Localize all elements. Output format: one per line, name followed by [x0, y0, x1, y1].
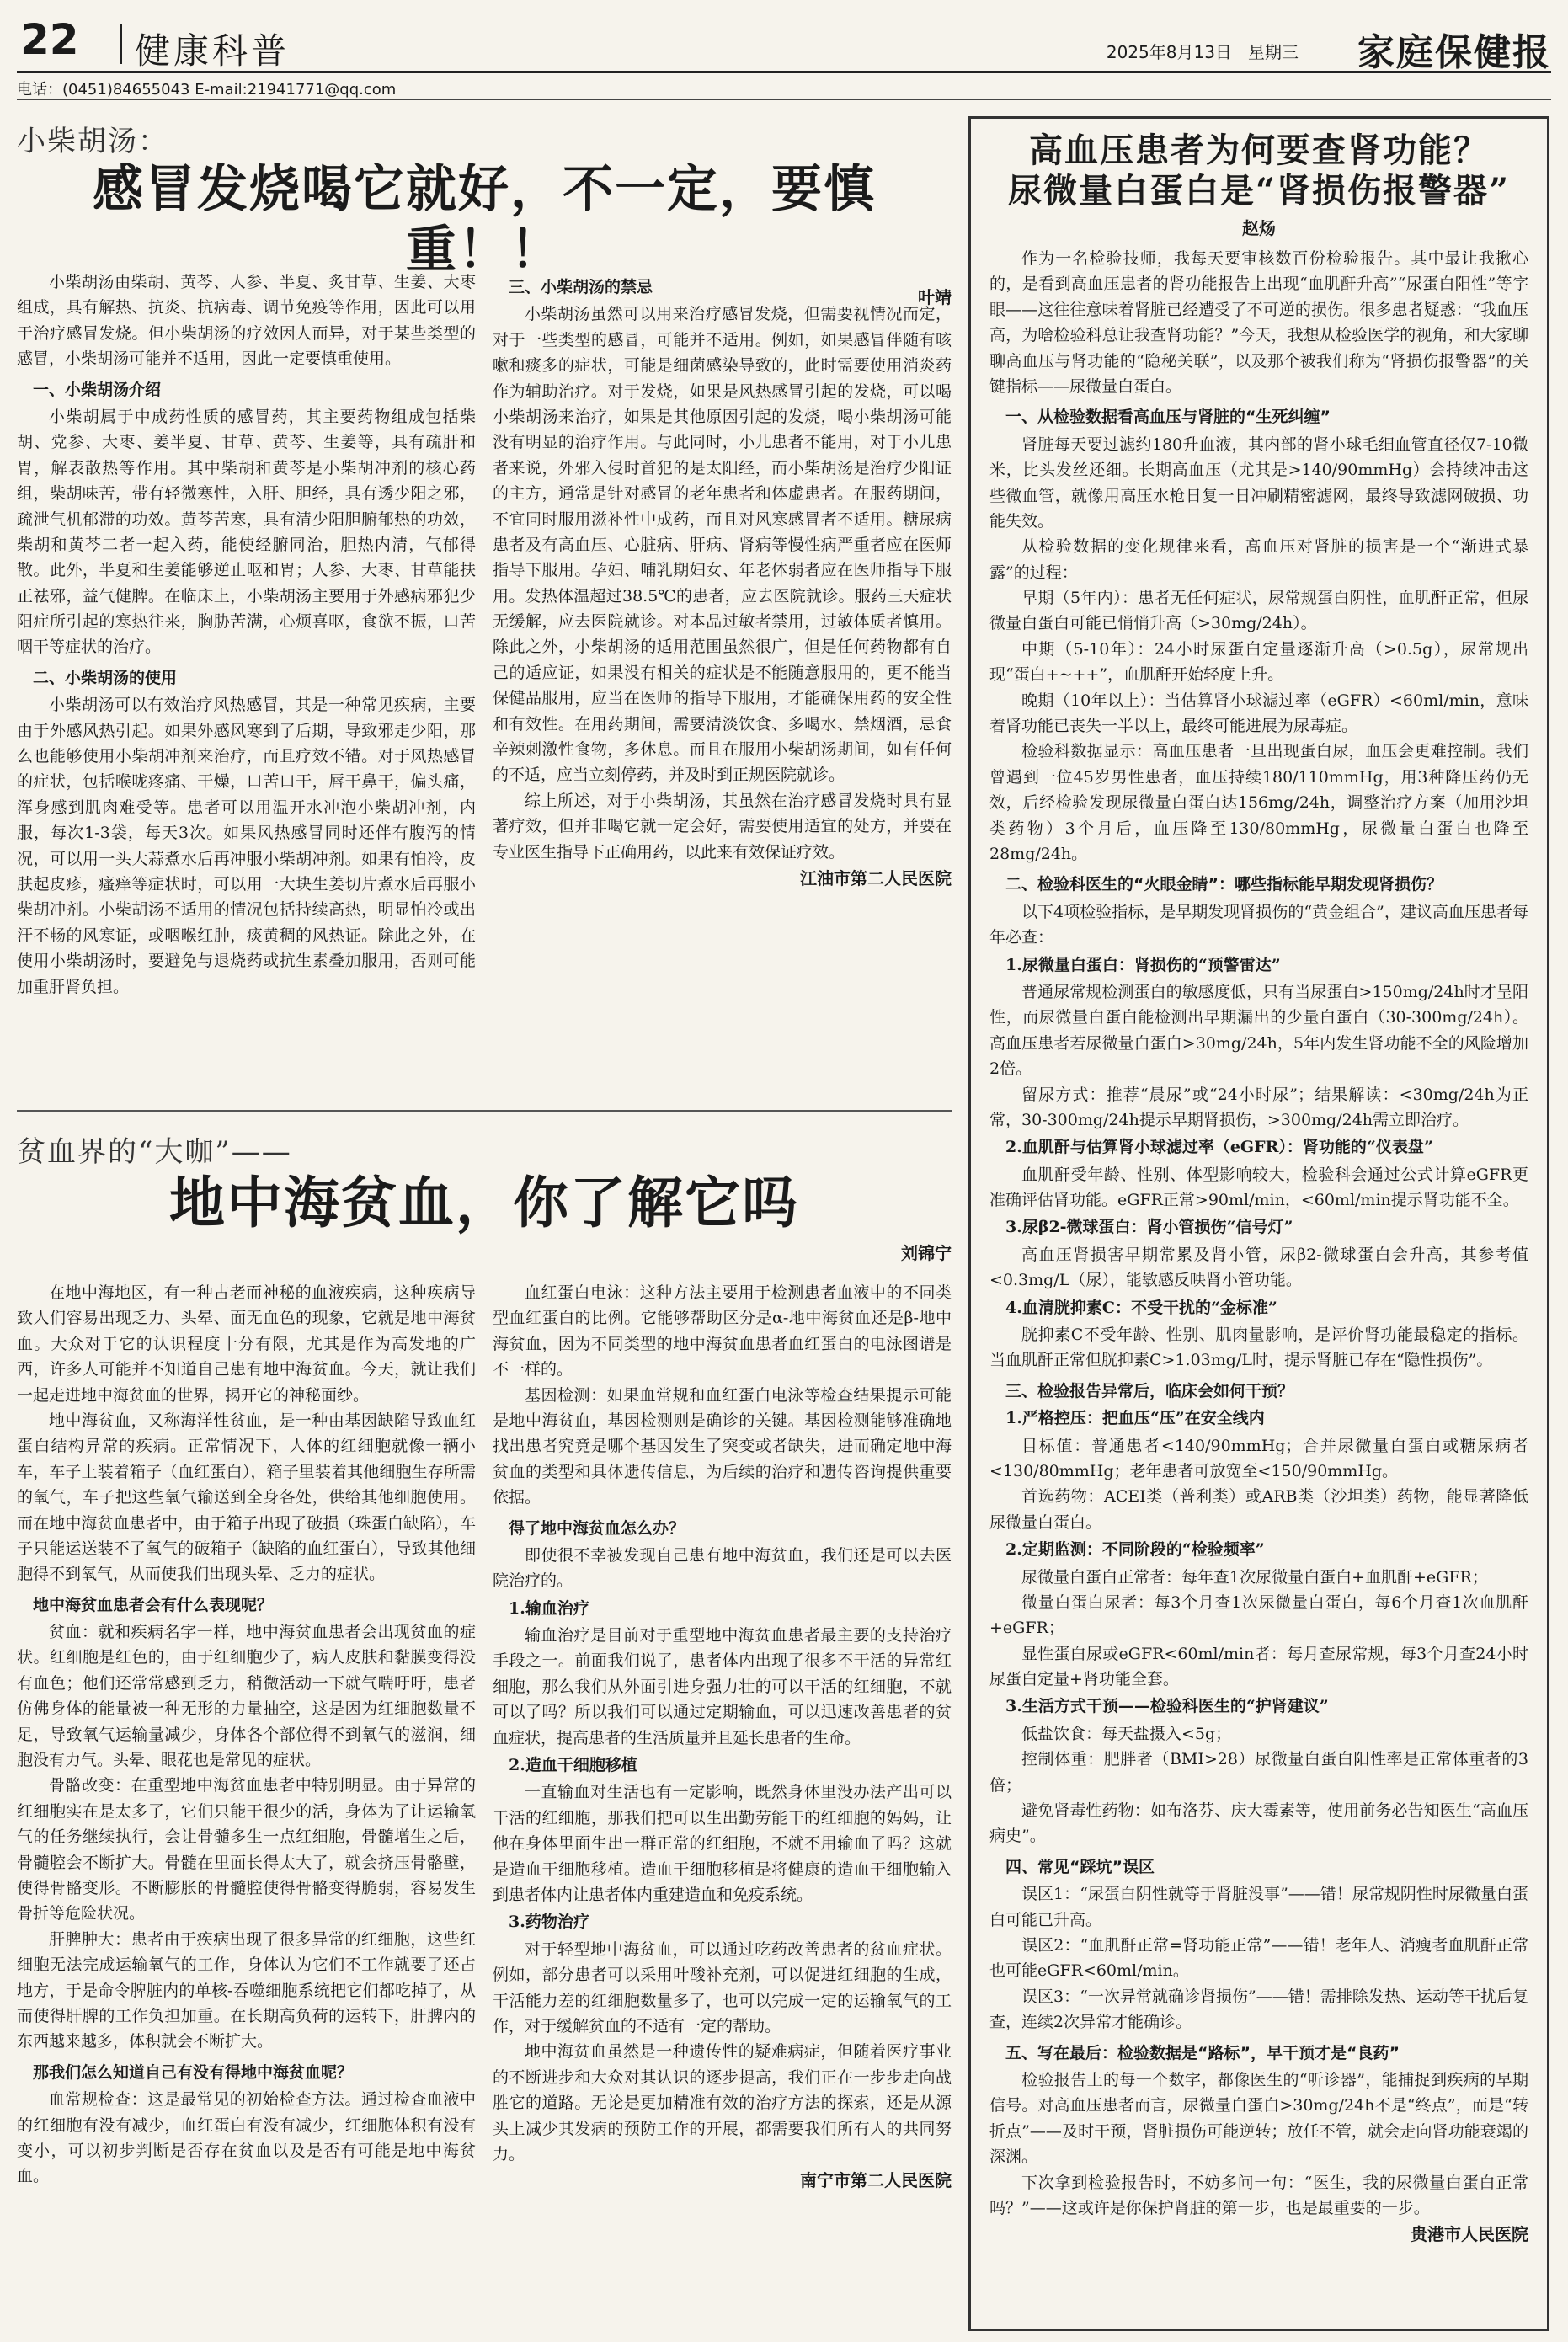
article1-col-right	[493, 269, 952, 1095]
article2-sub-3: 3.药物治疗	[509, 1913, 589, 1932]
article3-sub-5: 1.严格控压：把血压“压”在安全线内	[1005, 1409, 1265, 1428]
article3-para-18: 显性蛋白尿或eGFR<60ml/min者：每月查尿常规，每3个月查24小时尿蛋白定量+肾功能全套。	[989, 1644, 1528, 1689]
article2-para-3: 贫血：就和疾病名字一样，地中海贫血患者会出现贫血的症状。红细胞是红色的，由于红细胞少了，病人皮肤和黏膜变得没有血色；他们还常常感到乏力，稍微活动一下就气喘吁吁，患者仿佛身体的能量被一种无形的力量抽空，这是因为红细胞数量不足，导致氧气运输量减少，身体各个部位得不到氧气的滋润，细胞没有力气。头晕、眼花也是常见的症状。	[17, 1623, 476, 1770]
article2-para-5: 肝脾肿大：患者由于疾病出现了很多异常的红细胞，这些红细胞无法完成运输氧气的工作，身体认为它们不工作就要了还占地方，于是命令脾脏内的单核-吞噬细胞系统把它们都吃掉了，从而使得肝脾的工作负担加重。在长期高负荷的运转下，肝脾内的东西越来越多，体积就会不断扩大。	[17, 1929, 476, 2051]
article1-para-4: 综上所述，对于小柴胡汤，其虽然在治疗感冒发烧时具有显著疗效，但并非喝它就一定会好，需要使用适宜的处方，并要在专业医生指导下正确用药，以此来有效保证疗效。	[493, 791, 952, 862]
article3-para-9: 普通尿常规检测蛋白的敏感度低，只有当尿蛋白>150mg/24h时才呈阳性，而尿微量白蛋白能检测出早期漏出的少量白蛋白（30-300mg/24h）。高血压患者若尿微量白蛋白>30mg/24h，5年内发生肾功能不全的风险增加2倍。	[989, 982, 1528, 1079]
masthead-divider	[120, 24, 122, 64]
article3-para-3: 从检验数据的变化规律来看，高血压对肾脏的损害是一个“渐进式暴露”的过程：	[989, 537, 1528, 582]
article3-para-11: 血肌酐受年龄、性别、体型影响较大，检验科会通过公式计算eGFR更准确评估肾功能。eGFR正常>90ml/min，<60ml/min提示肾功能不全。	[989, 1165, 1528, 1210]
page-number: 22	[20, 15, 79, 64]
article-divider	[17, 1110, 952, 1112]
article3-para-26: 下次拿到检验报告时，不妨多问一句：“医生，我的尿微量白蛋白正常吗？”——这或许是你保护肾脏的第一步，也是最重要的一步。	[989, 2173, 1528, 2217]
article3-para-22: 误区1：“尿蛋白阴性就等于肾脏没事”——错！尿常规阴性时尿微量白蛋白可能已升高。	[989, 1885, 1528, 1929]
article2-para-7: 血红蛋白电泳：这种方法主要用于检测患者血液中的不同类型血红蛋白的比例。它能够帮助区分是α-地中海贫血还是β-地中海贫血，因为不同类型的地中海贫血患者血红蛋白的电泳图谱是不一样的。	[493, 1283, 952, 1379]
paper-name: 家庭保健报	[1357, 31, 1551, 74]
article2-heading-3: 得了地中海贫血怎么办？	[509, 1518, 685, 1538]
article3-para-10: 留尿方式：推荐“晨尿”或“24小时尿”；结果解读：<30mg/24h为正常，30-300mg/24h提示早期肾损伤，>300mg/24h需立即治疗。	[989, 1085, 1528, 1129]
article3-sub-7: 3.生活方式干预——检验科医生的“护肾建议”	[1005, 1697, 1329, 1716]
article3-para-25: 检验报告上的每一个数字，都像医生的“听诊器”，能捕捉到疾病的早期信号。对高血压患者而言，尿微量白蛋白>30mg/24h不是“终点”，而是“转折点”——及时干预，肾脏损伤可能逆转；放任不管，就会走向肾功能衰竭的深渊。	[989, 2070, 1528, 2167]
article3-para-15: 首选药物：ACEI类（普利类）或ARB类（沙坦类）药物，能显著降低尿微量白蛋白。	[989, 1487, 1528, 1532]
article3-heading-4: 四、常见“踩坑”误区	[1005, 1857, 1155, 1876]
article3-para-13: 胱抑素C不受年龄、性别、肌肉量影响，是评价肾功能最稳定的指标。当血肌酐正常但胱抑素C>1.03mg/L时，提示肾脏已存在“隐性损伤”。	[989, 1326, 1528, 1370]
article-kidney-box	[968, 116, 1549, 2331]
article3-headline-1: 高血压患者为何要查肾功能？	[1029, 131, 1489, 170]
article3-sub-3: 3.尿β2-微球蛋白：肾小管损伤“信号灯”	[1005, 1218, 1293, 1237]
article3-para-2: 肾脏每天要过滤约180升血液，其内部的肾小球毛细血管直径仅7-10微米，比头发丝还细。长期高血压（尤其是>140/90mmHg）会持续冲击这些微血管，就像用高压水枪日复一日冲刷精密滤网，最终导致滤网破损、功能失效。	[989, 435, 1528, 531]
article1-byline: 叶靖	[918, 287, 952, 307]
article1-body	[17, 269, 952, 1095]
article2-para-9: 即使很不幸被发现自己患有地中海贫血，我们还是可以去医院治疗的。	[493, 1545, 952, 1591]
article3-heading-2: 二、检验科医生的“火眼金睛”：哪些指标能早期发现肾损伤？	[1005, 875, 1443, 894]
article1-heading-3: 三、小柴胡汤的禁忌	[509, 278, 653, 296]
article1-kicker: 小柴胡汤：	[17, 125, 168, 158]
article3-para-20: 控制体重：肥胖者（BMI>28）尿微量白蛋白阳性率是正常体重者的3倍；	[989, 1750, 1528, 1795]
article1-para-2: 小柴胡汤可以有效治疗风热感冒，其是一种常见疾病，主要由于外感风热引起。如果外感风寒到了后期，导致邪走少阳，那么也能够使用小柴胡冲剂来治疗，而且疗效不错。对于风热感冒的症状，包括喉咙疼痛、干燥，口苦口干，唇干鼻干，偏头痛，浑身感到肌肉难受等。患者可以用温开水冲泡小柴胡冲剂，内服，每次1-3袋，每天3次。如果风热感冒同时还伴有腹泻的情况，可以用一头大蒜煮水后再冲服小柴胡冲剂。如果有怕冷，皮肤起皮疹，瘙痒等症状时，可以用一大块生姜切片煮水后再服小柴胡冲剂。小柴胡汤不适用的情况包括持续高热，明显怕冷或出汗不畅的风寒证，或咽喉红肿，痰黄稠的风热证。除此之外，在使用小柴胡汤时，要避免与退烧药或抗生素叠加服用，否则可能加重肝肾负担。	[17, 696, 476, 996]
article2-para-11: 一直输血对生活也有一定影响，既然身体里没办法产出可以干活的红细胞，那我们把可以生出勤劳能干的红细胞的妈妈，让他在身体里面生出一群正常的红细胞，不就不用输血了吗？这就是造血干细胞移植。造血干细胞移植是将健康的造血干细胞输入到患者体内让患者体内重建造血和免疫系统。	[493, 1783, 952, 1904]
section-title: 健康科普	[135, 30, 291, 72]
contact-line: 电话：(0451)84655043 E-mail:21941771@qq.com	[17, 81, 397, 99]
article3-para-7: 检验科数据显示：高血压患者一旦出现蛋白尿，血压会更难控制。我们曾遇到一位45岁男性患者，血压持续180/110mmHg，用3种降压药仍无效，后经检验发现尿微量白蛋白达156mg/24h，调整治疗方案（加用沙坦类药物）3个月后，血压降至130/80mmHg，尿微量白蛋白也降至28mg/24h。	[989, 742, 1528, 863]
article1-intro: 小柴胡汤由柴胡、黄芩、人参、半夏、炙甘草、生姜、大枣组成，具有解热、抗炎、抗病毒、调节免疫等作用，因此可以用于治疗感冒发烧。但小柴胡汤的疗效因人而异，对于某些类型的感冒，小柴胡汤可能并不适用，因此一定要慎重使用。	[17, 273, 476, 369]
article2-heading-1: 地中海贫血患者会有什么表现呢？	[33, 1595, 274, 1614]
article-thalassemia	[17, 1128, 952, 1264]
article3-para-4: 早期（5年内）：患者无任何症状，尿常规蛋白阴性，血肌酐正常，但尿微量白蛋白可能已悄悄升高（>30mg/24h）。	[989, 589, 1528, 633]
article3-headline-2: 尿微量白蛋白是“肾损伤报警器”	[1007, 171, 1510, 211]
article2-headline: 地中海贫血，你了解它吗	[169, 1170, 799, 1235]
article3-para-17: 微量白蛋白尿者：每3个月查1次尿微量白蛋白，每6个月查1次血肌酐+eGFR；	[989, 1592, 1528, 1638]
article2-para-6: 血常规检查：这是最常见的初始检查方法。通过检查血液中的红细胞有没有减少，血红蛋白有没有减少，红细胞体积有没有变小，可以初步判断是否存在贫血以及是否有可能是地中海贫血。	[17, 2090, 476, 2186]
article1-source: 江油市第二人民医院	[800, 867, 952, 888]
masthead	[17, 12, 1551, 73]
article3-heading-3: 三、检验报告异常后，临床会如何干预？	[1005, 1381, 1294, 1400]
contact-rule	[17, 99, 1551, 100]
weekday: 星期三	[1248, 42, 1299, 62]
article1-headline: 感冒发烧喝它就好，不一定，要慎重！！	[93, 160, 876, 280]
article3-sub-2: 2.血肌酐与估算肾小球滤过率（eGFR）：肾功能的“仪表盘”	[1005, 1138, 1433, 1157]
article2-para-10: 输血治疗是目前对于重型地中海贫血患者最主要的支持治疗手段之一。前面我们说了，患者体内出现了很多不干活的异常红细胞，那么我们从外面引进身强力壮的可以干活的红细胞，不就可以了吗？所以我们可以通过定期输血，可以迅速改善患者的贫血症状，提高患者的生活质量并且延长患者的生命。	[493, 1626, 952, 1747]
article2-heading-2: 那我们怎么知道自己有没有得地中海贫血呢？	[33, 2062, 354, 2082]
article3-byline: 赵炀	[1242, 218, 1276, 238]
article1-heading-1: 一、小柴胡汤介绍	[33, 380, 162, 399]
article2-kicker: 贫血界的“大咖”——	[17, 1135, 292, 1169]
article3-para-21: 避免肾毒性药物：如布洛芬、庆大霉素等，使用前务必告知医生“高血压病史”。	[989, 1801, 1528, 1846]
article2-para-8: 基因检测：如果血常规和血红蛋白电泳等检查结果提示可能是地中海贫血，基因检测则是确诊的关键。基因检测能够准确地找出患者究竟是哪个基因发生了突变或者缺失，进而确定地中海贫血的类型和具体遗传信息，为后续的治疗和遗传咨询提供重要依据。	[493, 1385, 952, 1507]
article3-para-5: 中期（5-10年）：24小时尿蛋白定量逐渐升高（>0.5g），尿常规出现“蛋白+~++”，血肌酐开始轻度上升。	[989, 639, 1528, 685]
article3-para-19: 低盐饮食：每天盐摄入<5g；	[1021, 1724, 1232, 1743]
article3-sub-1: 1.尿微量白蛋白：肾损伤的“预警雷达”	[1005, 955, 1281, 974]
article1-col-left	[17, 269, 476, 1095]
article3-heading-5: 五、写在最后：检验数据是“路标”，早干预才是“良药”	[1005, 2043, 1400, 2062]
article2-col-right	[493, 1280, 952, 2329]
article3-heading-1: 一、从检验数据看高血压与肾脏的“生死纠缠”	[1005, 408, 1331, 427]
article2-byline: 刘锦宁	[901, 1243, 952, 1264]
article2-para-13: 地中海贫血虽然是一种遗传性的疑难病症，但随着医疗事业的不断进步和大众对其认识的逐步提高，我们正在一步步走向战胜它的道路。无论是更加精准有效的治疗方法的探索，还是从源头上减少其发病的预防工作的开展，都需要我们所有人的共同努力。	[493, 2042, 952, 2163]
article2-sub-1: 1.输血治疗	[509, 1598, 589, 1618]
article1-para-3: 小柴胡汤虽然可以用来治疗感冒发烧，但需要视情况而定，对于一些类型的感冒，可能并不适用。例如，如果感冒伴随有咳嗽和痰多的症状，可能是细菌感染导致的，此时需要使用消炎药作为辅助治疗。对于发烧，如果是风热感冒引起的发烧，可以喝小柴胡汤来治疗，如果是其他原因引起的发烧，喝小柴胡汤可能没有明显的治疗作用。与此同时，小儿患者不能用，对于小儿患者来说，外邪入侵时首犯的是太阳经，而小柴胡汤是治疗少阳证的主方，通常是针对感冒的老年患者和体虚患者。在服药期间，不宜同时服用滋补性中成药，而且对风寒感冒者不适用。糖尿病患者及有高血压、心脏病、肝病、肾病等慢性病严重者应在医师指导下服用。孕妇、哺乳期妇女、年老体弱者应在医师指导下服用。发热体温超过38.5℃的患者，应去医院就诊。服药三天症状无缓解，应去医院就诊。对本品过敏者禁用，过敏体质者慎用。除此之外，小柴胡汤的适用范围虽然很广，但是任何药物都有自己的适应证，如果没有相关的症状是不能随意服用的，更不能当保健品服用，应当在医师的指导下服用，才能确保用药的安全性和有效性。在用药期间，需要清淡饮食、多喝水、禁烟酒，忌食辛辣刺激性食物，多休息。而且在服用小柴胡汤期间，如有任何的不适，应当立刻停药，并及时到正规医院就诊。	[493, 305, 952, 785]
article2-para-12: 对于轻型地中海贫血，可以通过吃药改善患者的贫血症状。例如，部分患者可以采用叶酸补充剂，可以促进红细胞的生成，干活能力差的红细胞数量多了，也可以完成一定的运输氧气的工作，对于缓解贫血的不适有一定的帮助。	[493, 1939, 952, 2035]
article3-para-23: 误区2：“血肌酐正常=肾功能正常”——错！老年人、消瘦者血肌酐正常也可能eGFR<60ml/min。	[989, 1936, 1528, 1981]
article3-para-8: 以下4项检验指标，是早期发现肾损伤的“黄金组合”，建议高血压患者每年必查：	[989, 902, 1528, 947]
article3-body	[989, 246, 1528, 2301]
article2-sub-2: 2.造血干细胞移植	[509, 1756, 637, 1775]
article2-source: 南宁市第二人民医院	[800, 2170, 952, 2191]
date: 2025年8月13日	[1106, 42, 1232, 62]
article3-source: 贵港市人民医院	[1411, 2224, 1528, 2245]
article3-para-12: 高血压肾损害早期常累及肾小管，尿β2-微球蛋白会升高，其参考值<0.3mg/L（尿），能敏感反映肾小管功能。	[989, 1245, 1528, 1290]
article1-para-1: 小柴胡属于中成药性质的感冒药，其主要药物组成包括柴胡、党参、大枣、姜半夏、甘草、黄芩、生姜等，具有疏肝和胃，解表散热等作用。其中柴胡和黄芩是小柴胡冲剂的核心药组，柴胡味苦，带有轻微寒性，入肝、胆经，具有透少阳之邪，疏泄气机郁滞的功效。黄芩苦寒，具有清少阳胆腑郁热的功效，柴胡和黄芩二者一起入药，能使经腑同治，胆热内清，气郁得散。此外，半夏和生姜能够逆止呕和胃；人参、大枣、甘草能扶正祛邪，益气健脾。在临床上，小柴胡汤主要用于外感病邪犯少阳症所引起的寒热往来，胸胁苦满，心烦喜呕，食欲不振，口苦咽干等症状的治疗。	[17, 407, 476, 657]
article3-para-24: 误区3：“一次异常就确诊肾损伤”——错！需排除发热、运动等干扰后复查，连续2次异常才能确诊。	[989, 1987, 1528, 2032]
article3-para-6: 晚期（10年以上）：当估算肾小球滤过率（eGFR）<60ml/min，意味着肾功能已丧失一半以上，最终可能进展为尿毒症。	[989, 691, 1528, 736]
article2-para-1: 在地中海地区，有一种古老而神秘的血液疾病，这种疾病导致人们容易出现乏力、头晕、面无血色的现象，它就是地中海贫血。大众对于它的认识程度十分有限，尤其是作为高发地的广西，许多人可能并不知道自己患有地中海贫血。今天，就让我们一起走进地中海贫血的世界，揭开它的神秘面纱。	[17, 1283, 476, 1405]
dateline	[1107, 39, 1299, 63]
article2-col-left	[17, 1280, 476, 2329]
article2-body	[17, 1280, 952, 2329]
article2-para-2: 地中海贫血，又称海洋性贫血，是一种由基因缺陷导致血红蛋白结构异常的疾病。正常情况下，人体的红细胞就像一辆小车，车子上装着箱子（血红蛋白），箱子里装着其他细胞生存所需的氧气，车子把这些氧气输送到全身各处，供给其他细胞使用。而在地中海贫血患者中，由于箱子出现了破损（珠蛋白缺陷），车子只能运送装不了氧气的破箱子（缺陷的血红蛋白），导致其他细胞得不到氧气，从而使我们出现头晕、乏力的症状。	[17, 1411, 476, 1584]
article3-sub-6: 2.定期监测：不同阶段的“检验频率”	[1005, 1540, 1265, 1560]
article3-sub-4: 4.血清胱抑素C：不受干扰的“金标准”	[1005, 1298, 1277, 1317]
article3-para-1: 作为一名检验技师，我每天要审核数百份检验报告。其中最让我揪心的，是看到高血压患者的肾功能报告上出现“血肌酐升高”“尿蛋白阳性”等字眼——这往往意味着肾脏已经遭受了不可逆的损伤。很多患者疑惑：“我血压高，为啥检验科总让我查肾功能？”今天，我想从检验医学的视角，和大家聊聊高血压与肾功能的“隐秘关联”，以及那个被我们称为“肾损伤报警器”的关键指标——尿微量白蛋白。	[989, 249, 1528, 396]
article3-para-16: 尿微量白蛋白正常者：每年查1次尿微量白蛋白+血肌酐+eGFR；	[1021, 1567, 1488, 1587]
article2-para-4: 骨骼改变：在重型地中海贫血患者中特别明显。由于异常的红细胞实在是太多了，它们只能干很少的活，身体为了让运输氧气的任务继续执行，会让骨髓多生一点红细胞，骨髓增生之后，骨髓腔会不断扩大。骨髓在里面长得太大了，就会挤压骨骼壁，使得骨骼变形。不断膨胀的骨髓腔使得骨骼变得脆弱，容易发生骨折等危险状况。	[17, 1776, 476, 1923]
article1-heading-2: 二、小柴胡汤的使用	[33, 668, 178, 687]
article3-para-14: 目标值：普通患者<140/90mmHg；合并尿微量白蛋白或糖尿病者<130/80mmHg；老年患者可放宽至<150/90mmHg。	[989, 1436, 1528, 1480]
